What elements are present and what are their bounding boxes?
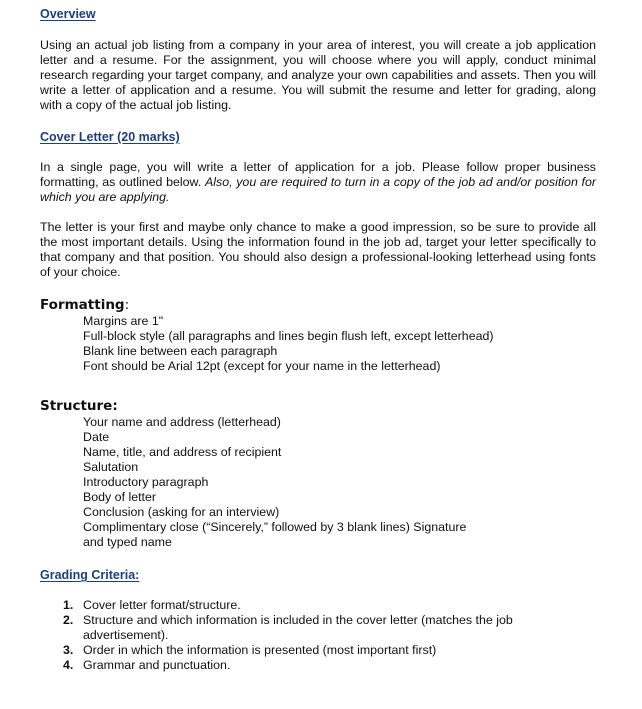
structure-item: Your name and address (letterhead) (83, 415, 281, 429)
formatting-list (40, 314, 596, 374)
formatting-item: Full-block style (all paragraphs and lines begin flush left, except letterhead) (83, 329, 494, 343)
grading-item-text: Structure and which information is included in the cover letter (matches the job advertisement). (83, 613, 513, 642)
grading-item (40, 643, 596, 658)
document-page (40, 0, 596, 673)
structure-item: Date (83, 430, 110, 444)
formatting-heading-text: Formatting (40, 297, 125, 313)
grading-item (40, 613, 596, 643)
grading-item-number: 3. (63, 643, 74, 657)
structure-item: Complimentary close (“Sincerely,” followed by 3 blank lines) Signature (83, 520, 467, 534)
structure-item: Conclusion (asking for an interview) (83, 505, 280, 519)
cover-letter-paragraph-1 (40, 160, 596, 205)
overview-paragraph: Using an actual job listing from a company in your area of interest, you will create a job application letter and a resume. For the assignment, you will choose where you will apply, conduct minimal research regarding your target company, and analyze your own capabilities and assets. Then you will write a letter of application and a resume. You will submit the resume and letter for grading, along with a copy of the actual job listing. (40, 38, 596, 112)
cover-letter-heading: Cover Letter (20 marks) (40, 130, 180, 144)
structure-heading: Structure: (40, 398, 118, 414)
formatting-item: Blank line between each paragraph (83, 344, 278, 358)
grading-item-number: 4. (63, 658, 74, 672)
grading-item-number: 1. (63, 598, 74, 612)
grading-item-text: Cover letter format/structure. (83, 598, 241, 612)
grading-item (40, 598, 596, 613)
structure-item: Body of letter (83, 490, 157, 504)
cover-letter-paragraph-1-italic: Also, you are required to turn in a copy of the job ad and/or position for which you are applying. (40, 175, 596, 204)
grading-heading: Grading Criteria: (40, 568, 140, 582)
overview-heading: Overview (40, 7, 96, 21)
grading-list (40, 598, 596, 673)
grading-item-text: Order in which the information is presented (most important first) (83, 643, 437, 657)
structure-item: Salutation (83, 460, 139, 474)
structure-item: Introductory paragraph (83, 475, 209, 489)
formatting-item: Margins are 1" (83, 314, 164, 328)
cover-letter-paragraph-2: The letter is your first and maybe only chance to make a good impression, so be sure to provide all the most important details. Using the information found in the job ad, target your letter specifically to that company and that position. You should also design a professional-looking letterhead using fonts of your choice. (40, 220, 596, 279)
structure-item: Name, title, and address of recipient (83, 445, 282, 459)
structure-item: and typed name (83, 535, 172, 549)
grading-item-number: 2. (63, 613, 74, 627)
structure-list (40, 415, 596, 550)
grading-item (40, 658, 596, 673)
cover-letter-paragraph-1-plain: In a single page, you will write a letter of application for a job. Please follow proper business formatting, as outlined below. (40, 160, 596, 189)
formatting-heading (40, 297, 596, 314)
formatting-item: Font should be Arial 12pt (except for your name in the letterhead) (83, 359, 441, 373)
formatting-heading-colon: : (124, 297, 130, 313)
grading-item-text: Grammar and punctuation. (83, 658, 231, 672)
